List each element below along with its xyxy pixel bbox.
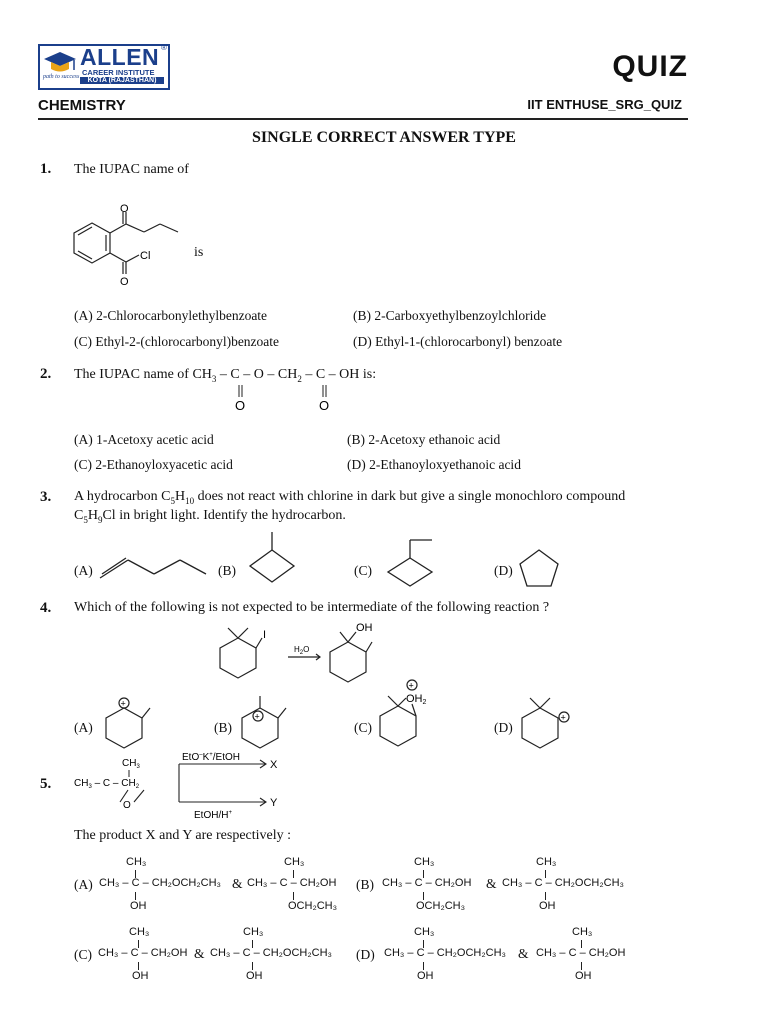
question-1-structure [64, 198, 194, 290]
q5a-first-top: CH₃ [126, 856, 147, 868]
question-2-option-a[interactable]: (A) 1-Acetoxy acetic acid [74, 432, 214, 447]
q4-c-oh2: OH2 [406, 693, 427, 706]
q5b-second-top: CH₃ [536, 856, 557, 868]
q3-ethylcyclopropane-structure [380, 536, 444, 588]
question-3-text-line1: A hydrocarbon $C_5H_{10}$ does not react with chlorine in dark but give a single monochloro compound [74, 489, 626, 506]
q2-carbonyls [228, 383, 338, 413]
q1-o-top: O [120, 203, 129, 215]
subject-label: CHEMISTRY [38, 97, 126, 114]
question-3-text-line2: $C_5H_9Cl$ in bright light. Identify the hydrocarbon. [74, 508, 346, 525]
question-4-number: 4. [40, 600, 52, 616]
logo-tagline: path to success [43, 74, 80, 80]
q5c-label: (C) [74, 947, 92, 962]
question-3-option-a[interactable]: (A) [74, 563, 93, 578]
question-2-option-d[interactable]: (D) 2-Ethanoyloxyethanoic acid [347, 457, 521, 472]
logo-subtitle: CAREER INSTITUTE [82, 68, 155, 77]
q5b-first: CH₃ – C – CH₂OH [382, 877, 472, 889]
q5d-second: CH₃ – C – CH₂OH [536, 947, 626, 959]
q3-methylcyclobutane-structure [242, 530, 302, 586]
question-3-option-b[interactable]: (B) [218, 563, 236, 578]
q5a-label: (A) [74, 877, 93, 892]
q5b-bond2-bottom [545, 892, 546, 900]
q5a-second-bottom: OCH₂CH₃ [288, 900, 338, 912]
q5d-first-top: CH₃ [414, 926, 435, 938]
q5-product-x: X [270, 759, 278, 771]
question-2-number: 2. [40, 366, 52, 382]
q2-o2: O [319, 398, 330, 413]
q5d-bond2-bottom [581, 962, 582, 970]
q4-reagent: $H_2O$ [294, 645, 310, 656]
question-1-option-a[interactable]: (A) 2-Chlorocarbonylethylbenzoate [74, 308, 268, 323]
question-1-text: The IUPAC name of [74, 162, 189, 177]
question-5-option-d[interactable] [356, 926, 656, 986]
question-1-option-b[interactable]: (B) 2-Carboxyethylbenzoylchloride [353, 308, 547, 323]
q2-formula: $CH_3$ – C – O – $CH_2$ – C – OH is: [192, 367, 377, 384]
q4-carbocation-a [94, 694, 164, 750]
q5-ch3: $CH_3$ [122, 758, 140, 770]
question-4-option-a[interactable]: (A) [74, 720, 93, 735]
q5d-second-top: CH₃ [572, 926, 593, 938]
logo-location: KOTA (RAJASTHAN) [80, 77, 164, 84]
question-4-option-c[interactable]: (C) [354, 720, 372, 735]
question-3-option-c[interactable]: (C) [354, 563, 372, 578]
question-5-option-a[interactable] [74, 856, 374, 916]
q5a-amp: & [232, 876, 243, 891]
q5b-label: (B) [356, 877, 374, 892]
question-2-option-c[interactable]: (C) 2-Ethanoyloxyacetic acid [74, 457, 233, 472]
q2-lead: The IUPAC name of [74, 367, 189, 382]
q5c-amp: & [194, 946, 205, 961]
q5b-first-top: CH₃ [414, 856, 435, 868]
q4-a-plus: + [120, 698, 126, 709]
question-4-option-b[interactable]: (B) [214, 720, 232, 735]
q4-iodo: I [263, 629, 267, 641]
q2-o1: O [235, 398, 246, 413]
question-5-text: The product X and Y are respectively : [74, 828, 292, 843]
q5d-bond-bottom [423, 962, 424, 970]
section-title: SINGLE CORRECT ANSWER TYPE [252, 129, 516, 146]
q5a-second-top: CH₃ [284, 856, 305, 868]
q5c-bond-bottom [138, 962, 139, 970]
q5-reagent-bottom: EtOH/H+ [194, 810, 232, 820]
q5d-first: CH₃ – C – CH₂OCH₂CH₃ [384, 947, 507, 959]
q5b-second: CH₃ – C – CH₂OCH₂CH₃ [502, 877, 625, 889]
question-2-option-b[interactable]: (B) 2-Acetoxy ethanoic acid [347, 432, 501, 447]
q5b-bond-bottom [423, 892, 424, 900]
header-divider [38, 118, 688, 120]
q5d-amp: & [518, 946, 529, 961]
question-3-number: 3. [40, 489, 52, 505]
q5c-bond2-bottom [252, 962, 253, 970]
q5c-first-top: CH₃ [129, 926, 150, 938]
q1-cl: Cl [140, 250, 151, 262]
q5c-first: CH₃ – C – CH₂OH [98, 947, 188, 959]
q5a-bond2-bottom [293, 892, 294, 900]
q5d-second-bottom: OH [575, 970, 592, 982]
quiz-label: QUIZ [612, 50, 688, 83]
q5b-first-bottom: OCH₂CH₃ [416, 900, 466, 912]
q5c-second: CH₃ – C – CH₂OCH₂CH₃ [210, 947, 333, 959]
question-5-number: 5. [40, 776, 52, 792]
question-1-option-c[interactable]: (C) Ethyl-2-(chlorocarbonyl)benzoate [74, 334, 280, 349]
q5c-second-bottom: OH [246, 970, 263, 982]
question-2-text [74, 367, 376, 384]
q5d-first-bottom: OH [417, 970, 434, 982]
q5-reaction-scheme [72, 748, 302, 820]
q5a-second: CH₃ – C – CH₂OH [247, 877, 337, 889]
q5a-first: CH₃ – C – CH₂OCH₂CH₃ [99, 877, 222, 889]
q1-o-bottom: O [120, 276, 129, 288]
question-1-option-d[interactable]: (D) Ethyl-1-(chlorocarbonyl) benzoate [353, 334, 563, 349]
q5-product-y: Y [270, 797, 278, 809]
question-5-option-b[interactable] [356, 856, 656, 916]
q5c-first-bottom: OH [132, 970, 149, 982]
question-1-suffix: is [194, 245, 204, 260]
q5b-amp: & [486, 876, 497, 891]
q4-oh: OH [356, 622, 373, 634]
q5b-second-bottom: OH [539, 900, 556, 912]
q3-pentene-structure [96, 552, 212, 582]
q5-epoxide-chain: $CH_3$ – C – $CH_2$ [74, 778, 140, 790]
q5-reagent-top: EtO–K+/EtOH [182, 752, 240, 763]
q4-reaction-scheme [208, 620, 388, 684]
allen-logo [38, 44, 170, 90]
q4-b-plus: + [254, 711, 260, 722]
q4-carbocation-d [514, 690, 584, 750]
q3-cyclopentane-structure [514, 546, 564, 590]
question-1-number: 1. [40, 161, 52, 177]
question-3-option-d[interactable]: (D) [494, 563, 513, 578]
q4-oxonium-c [372, 678, 452, 750]
q5d-label: (D) [356, 947, 375, 962]
q5a-first-bottom: OH [130, 900, 147, 912]
question-4-text: Which of the following is not expected to be intermediate of the following reaction ? [74, 600, 550, 615]
q4-carbocation-b [234, 694, 304, 750]
logo-name: ALLEN [80, 44, 160, 70]
quiz-code: IIT ENTHUSE_SRG_QUIZ [527, 97, 682, 112]
q4-c-plus: + [408, 680, 414, 691]
q4-d-plus: + [560, 712, 566, 723]
registered-mark: ® [161, 43, 167, 52]
q5a-bond-bottom [135, 892, 136, 900]
question-5-option-c[interactable] [74, 926, 364, 986]
q5c-second-top: CH₃ [243, 926, 264, 938]
question-4-option-d[interactable]: (D) [494, 720, 513, 735]
q5-epoxide-o: O [123, 800, 131, 811]
